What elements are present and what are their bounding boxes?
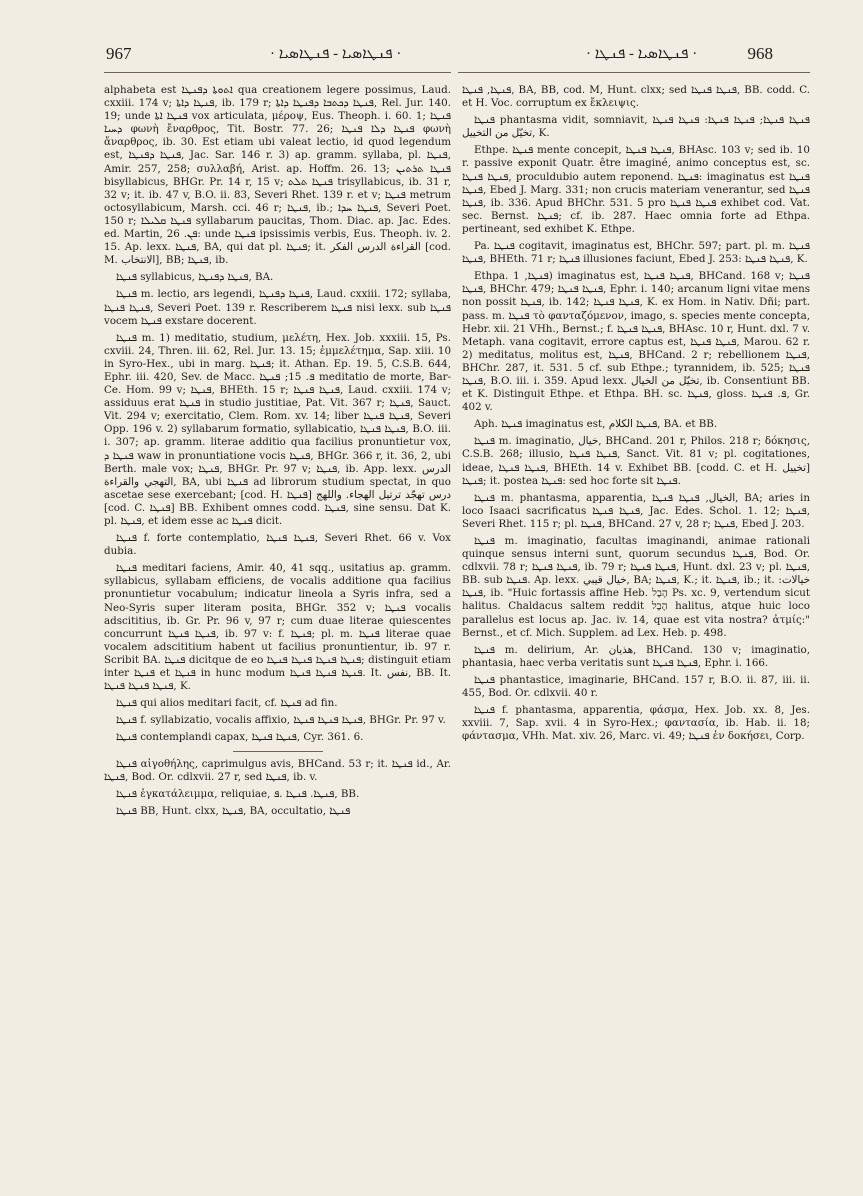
entry-paragraph: ܦܢܛܐ qui alios meditari facit, cf. ܦܢܛܐ ad fin. <box>116 697 338 710</box>
left-column <box>104 84 451 1126</box>
right-page-number: 968 <box>747 44 773 63</box>
left-page-number: 967 <box>106 44 132 63</box>
right-running-title: · ܦܢܛܐܣܝܐ - ܦܢܛܐ · <box>586 46 698 62</box>
entry-paragraph: ܦܢܛܐ m. lectio, ars legendi, ܦܢܛܐ ܕܦܢܛܐ, Laud. cxxiii. 172; syllaba, ܦܢܛܐ ܦܢܛܐ, Severi Poet. 139 r. Rescriberem ܦܢܛܐ nisi lexx. sub ܦܢܛܐ vocem ܦܢܛܐ exstare docerent. <box>104 288 451 327</box>
entry-paragraph: ܦܢܛܐ, ܦܢܛܐ, BA, BB, cod. M, Hunt. clxx; sed ܦܢܛܐ ܦܢܛܐ, BB. codd. C. et H. Voc. corruptum ex ἔκλειψις. <box>462 84 810 110</box>
entry-paragraph: ܦܢܛܐ meditari faciens, Amir. 40, 41 sqq., usitatius ap. gramm. syllabicus, syllabam efficiens, de vocalis additione qua facilius pronuntietur vocabulum; indicatur lineola a Syris infra, sed a Neo-Syris super literam posita, BHGr. 352 v; ܦܢܛܐ vocalis adscititius, ib. Gr. Pr. 96 v, 97 r; cum duae literae quiescentes concurrunt ܦܢܛܐ ܦܢܛܐ, ib. 97 v: f. ܦܢܛܐ; pl. m. ܦܢܛܐ literae quae vocalem adscititium habent ut facilius pronuntientur, ib. 97 r. Scribit BA. ܦܢܛܐ dicitque de eo ܦܢܛܐ ܦܢܛܐ ܦܢܛܐ ܦܢܛܐ; distinguit etiam inter ܦܢܛܐ et ܦܢܛܐ in hunc modum ܦܢܛܐ ܦܢܛܐ ܦܢܛܐ. It. نفس, BB. It. ܦܢܛܐ ܦܢܛܐ ܦܢܛܐ, K. <box>104 562 451 693</box>
entry-paragraph: ܦܢܛܐ ἐγκατάλειμμα, reliquiae, ܦܢܛܐ. ܦܢܛܐ .ܦ, BB. <box>116 787 360 800</box>
entry-paragraph: ܦܢܛܐ syllabicus, ܦܢܛܐ ܕܦܢܛܐ, BA. <box>116 271 274 284</box>
entry-paragraph: ܦܢܛܐ m. delirium, Ar. هذيان, BHCand. 130 v; imaginatio, phantasia, haec verba veritatis sunt ܦܢܛܐ ܦܢܛܐ, Ephr. i. 166. <box>462 643 810 669</box>
entry-paragraph: ܦܢܛܐ BB, Hunt. clxx, ܦܢܛܐ, BA, occultatio, ܦܢܛܐ <box>116 804 351 817</box>
entry-paragraph: ܦܢܛܐ m. 1) meditatio, studium, μελέτη, Hex. Job. xxxiii. 15, Ps. cxviii. 24, Thren. iii. 62, Rel. Jur. 13. 15; ἐμμελέτημα, Sap. xiii. 10 in Syro-Hex., ubi in marg. ܦܢܛܐ; it. Athan. Ep. 19. 5, C.S.B. 644, Ephr. iii. 420, Sev. de Macc. ܦ. 15; ܦܢܛܐ meditatio de morte, Bar-Ce. Hom. 99 v; ܦܢܛܐ, BHEth. 15 r; ܦܢܛܐ ܦܢܛܐ, Laud. cxxiii. 174 v; assiduus erat ܦܢܛܐ in studio justitiae, Pat. Vit. 367 r; ܦܢܛܐ, Sauct. Vit. 294 v; exercitatio, Clem. Rom. xv. 14; liber ܦܢܛܐ ܦܢܛܐ, Severi Opp. 196 v. 2) syllabarum formatio, syllabicatio, ܦܢܛܐ ܦܢܛܐ, B.O. iii. i. 307; ap. gramm. literae additio qua facilius pronuntietur vox, ܦܢܛܐ ܕ waw in pronuntiatione vocis ܦܢܛܐ, BHGr. 366 r, it. 36, 2, ubi Berth. male vox; ܦܢܛܐ, BHGr. Pr. 97 v; ܦܢܛܐ, ib. App. lexx. الدرس التهجي والقراءة, BA, ubi ܦܢܛܐ ad librorum studium spectat, in quo ascetae sese exercebant; [cod. H. ܦܢܛܐ] درس تهجّد ترتيل الهجاء. واللهج [cod. C. ܦܢܛܐ] BB. Exhibent omnes codd. ܦܢܛܐ, sine sensu. Dat K. pl. ܦܢܛܐ, et idem esse ac ܦܢܛܐ dicit. <box>104 331 451 527</box>
entry-paragraph: Aph. ܦܢܛܐ imaginatus est, ܦܢܛܐ الكلام, BA. et BB. <box>474 418 718 431</box>
entry-paragraph: ܦܢܛܐ m. imaginatio, facultas imaginandi, animae rationali quinque sensus interni sunt, quorum secundus ܦܢܛܐ, Bod. Or. cdlxvii. 78 r; ܦܢܛܐ ܦܢܛܐ, ib. 79 r; ܦܢܛܐ ܦܢܛܐ, Hunt. dxl. 23 v; pl. ܦܢܛܐ, BB. sub ܦܢܛܐ. Ap. lexx. خيال قيبي, BA; ܦܢܛܐ, K.; it. ܦܢܛܐ, ib.; it. خيالات: ܦܢܛܐ, ib. "Huic fortassis affine Heb. הֶבֶל Ps. xc. 9, vertendum sicut halitus. Chaldacus saltem reddit הֶבֶל halitus, atque huic loco parallelus est locus ap. Jac. iv. 14, quae est vita nostra? ἀτμίς:" Bernst., et cf. Mich. Supplem. ad Lex. Heb. p. 498. <box>462 535 810 639</box>
entry-paragraph: ܦܢܛܐ contemplandi capax, ܦܢܛܐ ܦܢܛܐ, Cyr. 361. 6. <box>116 731 364 744</box>
left-header-rule <box>104 72 451 73</box>
entry-paragraph: ܦܢܛܐ f. forte contemplatio, ܦܢܛܐ ܦܢܛܐ, Severi Rhet. 66 v. Vox dubia. <box>104 532 451 558</box>
right-header-rule <box>458 72 810 73</box>
page-header <box>0 44 863 68</box>
entry-paragraph: Ethpa. ܦܢܛܐ, 1) imaginatus est, ܦܢܛܐ ܦܢܛܐ, BHCand. 168 v; ܦܢܛܐ ܦܢܛܐ, BHChr. 479; ܦܢܛܐ ܦܢܛܐ, Ephr. i. 140; arcanum ligni vitae mens non possit ܦܢܛܐ, ib. 142; ܦܢܛܐ ܦܢܛܐ, K. ex Hom. in Nativ. Dñi; part. pass. m. ܦܢܛܐ τὸ φανταζόμενον, imago, s. species mente concepta, Hebr. xii. 21 VHh., Bernst.; f. ܦܢܛܐ ܦܢܛܐ, BHAsc. 10 r, Hunt. dxl. 7 v. Metaph. vana cogitavit, errore captus est, ܦܢܛܐ ܦܢܛܐ, Marou. 62 r. 2) meditatus, molitus est, ܦܢܛܐ, BHCand. 2 r; rebellionem ܦܢܛܐ, BHChr. 287, it. 531. 5 cf. sub Ethpe.; tyrannidem, ib. 525; ܦܢܛܐ ܦܢܛܐ, B.O. iii. i. 359. Apud lexx. تخيّل من الخيال, ib. Consentiunt BB. et K. Distinguit Ethpe. et Ethpa. BH. sc. ܦܢܛܐ, gloss. ܦ. ܦܢܛܐ, Gr. 402 v. <box>462 270 810 414</box>
entry-paragraph: Pa. ܦܢܛܐ cogitavit, imaginatus est, BHChr. 597; part. pl. m. ܦܢܛܐ ܦܢܛܐ, BHEth. 71 r; ܦܢܛܐ illusiones faciunt, Ebed J. 253: ܦܢܛܐ ܦܢܛܐ, K. <box>462 240 810 266</box>
entry-paragraph: ܦܢܛܐ phantastice, imaginarie, BHCand. 157 r, B.O. ii. 87, iii. ii. 455, Bod. Or. cdlxvii. 40 r. <box>462 673 810 700</box>
left-running-title: · ܦܢܛܐܣܝܐ - ܦܢܛܐܣܝܐ · <box>270 46 402 62</box>
entry-paragraph: ܦܢܛܐ f. syllabizatio, vocalis affixio, ܦܢܛܐ ܦܢܛܐ ܦܢܛܐ, BHGr. Pr. 97 v. <box>116 714 446 727</box>
entry-paragraph: ܦܢܛܐ phantasma vidit, somniavit, ܦܢܛܐ ܦܢܛܐ; ܦܢܛܐ ܦܢܛܐ: ܦܢܛܐ ܦܢܛܐ تخيّل من التخييل, K. <box>462 114 810 140</box>
entry-paragraph: ܦܢܛܐ m. phantasma, apparentia, الخيال, ܦܢܛܐ ܦܢܛܐ, BA; aries in loco Isaaci sacrificatus ܦܢܛܐ ܦܢܛܐ, Jac. Edes. Schol. 1. 12; ܦܢܛܐ, Severi Rhet. 115 r; pl. ܦܢܛܐ, BHCand. 27 v, 28 r; ܦܢܛܐ, Ebed J. 203. <box>462 491 810 530</box>
entry-paragraph: ܦܢܛܐ f. phantasma, apparentia, φάσμα, Hex. Job. xx. 8, Jes. xxviii. 7, Sap. xvii. 4 in Syro-Hex.; φαντασία, ib. Hab. ii. 18; φάντασμα, VHh. Mat. xiv. 26, Marc. vi. 49; ܦܢܛܐ ἐν δοκήσει, Corp. <box>462 704 810 743</box>
entry-paragraph: alphabeta est ܐܬܘܬܐ ܕܦܢܛܐ qua creationem legere possimus, Laud. cxxiii. 174 v; ܦܢܛܐ ܕܐܬܐ, ib. 179 r; ܦܢܛܐ ܕܟܬܒܐ ܕܦܢܛܐ ܕܐܬܐ, Rel. Jur. 140. 19; unde ܦܢܛܐ ܐܬܐ vox articulata, μέροψ, Eus. Theoph. i. 60. 1; ܦܢܛܐ ܕܚܝܐ φωνὴ ἔναρθρος, Tit. Bostr. 77. 26; ܦܢܛܐ ܕܠܐ ܦܢܛܐ φωνὴ ἄναρθρος, ib. 30. Est etiam ubi valeat lectio, id quod legendum est, ܦܢܛܐ ܕܦܢܛܐ, Jac. Sar. 146 r. 3) ap. gramm. syllaba, pl. ܦܢܛܐ, Amir. 257, 258; συλλαβή, Arist. ap. Hoffm. 26. 13; ܦܢܛܐ ܬܪܬܝܢ bisyllabicus, BHGr. Pr. 14 r, 15 v; ܦܢܛܐ ܬܠܬ trisyllabicus, ib. 31 r, 32 v; it. ib. 47 v, B.O. ii. 83, Severi Rhet. 139 r. et v; ܦܢܛܐ metrum octosyllabicum, Marsh. cci. 46 r; ܦܢܛܐ, ib.; ܦܢܛܐ ܚܕܐ, Severi Poet. 150 r; ܦܢܛܐ ܩܠܝܠܐ syllabarum paucitas, Thom. Diac. ap. Jac. Edes. ed. Martin, ܦܢ. 26: unde ܦܢܛܐ ipsissimis verbis, Eus. Theoph. iv. 2. 15. Ap. lexx. ܦܢܛܐ, BA, qui dat pl. ܦܢܛܐ; it. القراءة الدرس الفكر [cod. M. الانتخاب], BB; ܦܢܛܐ, ib. <box>104 84 451 267</box>
entry-paragraph: ܦܢܛܐ αἰγοθήλης, caprimulgus avis, BHCand. 53 r; it. ܦܢܛܐ id., Ar. ܦܢܛܐ, Bod. Or. cdlxvii. 27 r, sed ܦܢܛܐ, ib. v. <box>104 757 451 783</box>
entry-paragraph: Ethpe. ܦܢܛܐ mente concepit, ܦܢܛܐ ܦܢܛܐ, BHAsc. 103 v; sed ib. 10 r. passive exponit Quatr. être imaginé, animo conceptus est, sc. ܦܢܛܐ ܦܢܛܐ, proculdubio autem reponend. ܦܢܛܐ: imaginatus est ܦܢܛܐ ܦܢܛܐ, Ebed J. Marg. 331; non crucis materiam venerantur, sed ܦܢܛܐ ܦܢܛܐ, ib. 336. Apud BHChr. 531. 5 pro ܦܢܛܐ ܦܢܛܐ exhibet cod. Vat. sec. Bernst. ܦܢܛܐ; cf. ib. 287. Haec omnia forte ad Ethpa. pertineant, sed exhibet K. Ethpe. <box>462 144 810 235</box>
right-column <box>462 84 810 1126</box>
section-divider <box>233 751 323 752</box>
entry-paragraph: ܦܢܛܐ m. imaginatio, خيال, BHCand. 201 r, Philos. 218 r; δόκησις, C.S.B. 268; illusio, ܦܢܛܐ ܦܢܛܐ, Sanct. Vit. 81 v; pl. cogitationes, ideae, ܦܢܛܐ ܦܢܛܐ, BHEth. 14 v. Exhibet BB. [codd. C. et H. تخييل] ܦܢܛܐ; it. postea ܦܢܛܐ: sed hoc forte sit ܦܢܛܐ. <box>462 435 810 487</box>
